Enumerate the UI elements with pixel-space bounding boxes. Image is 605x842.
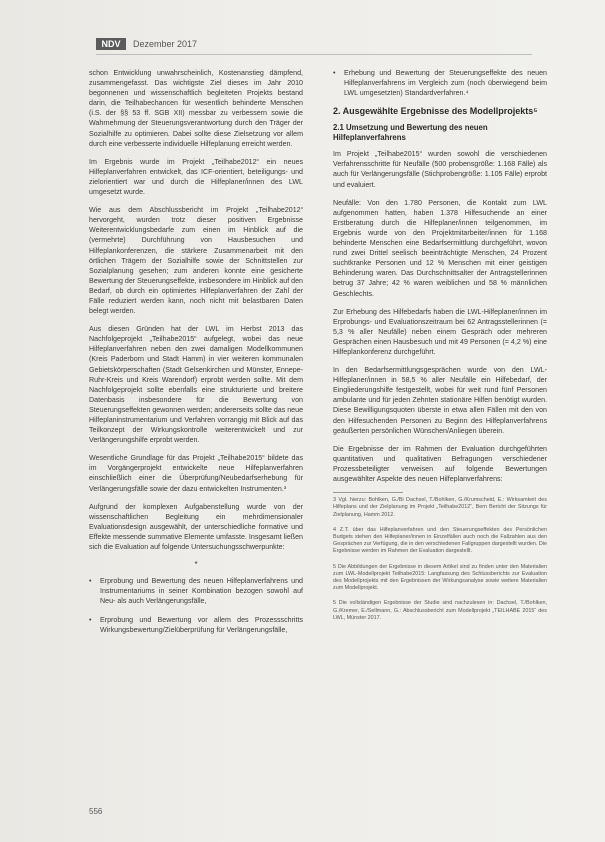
left-column: [89, 68, 303, 643]
list-item: [89, 615, 303, 635]
paragraph: Im Projekt „Teilhabe2015“ wurden sowohl die verschiedenen Verfahrensschritte für Neufälle (500 probensgröße: 1.168 Fälle) als auch für Verlängerungsfälle (Stichprobengröße: 1.105 Fälle) erprobt und evaluiert.: [333, 150, 547, 189]
paragraph: Aufgrund der komplexen Aufgabenstellung wurde von der wissenschaftlichen Begleitung ein mehrdimensionaler Evaluationsdesign ausgewählt, der unterschiedliche formative und Effekte messende summative Elemente umfasste. Insgesamt ließen sich die Evaluation auf folgende Untersuchungsschwerpunkte:: [89, 502, 303, 552]
bullet-icon: •: [333, 69, 336, 77]
right-column: [333, 68, 547, 630]
paragraph: In den Bedarfsermittlungsgesprächen wurde von den LWL-Hilfeplaner/innen in 58,5 % aller Neufälle ein Hilfebedarf, der Eingliederungshilfe festgestellt, wobei für weit rund fünf Personen ambulante und für jeden Zehnten stationäre Hilfen benötigt wurden. Diese Bewilligungsquoten überste in etwa allen Fällen mit den von den Hilfesuchenden Personen zu Beginn des Hilfeplanverfahrens geäußerten persönlichen Wünschen/Anliegen überein.: [333, 366, 547, 435]
footnote: 4 Z.T. über das Hilfeplanverfahren und den Steuerungseffekten des Persönlichen Budgets stehen den Hilfeplaner/innen in Einzelfällen auch noch die Fallzahlen aus den Gesprächen zur Verfügung, die in den verschiedenen Fallgruppen dargestellt wurden. Die Ergebnisse werden im Rahmen der Evaluation dargestellt.: [333, 526, 547, 555]
footnote: 5 Die Abbildungen der Ergebnisse in diesem Artikel sind zu finden unter den Materialien zum LWL-Modellprojekt Teilhabe2015: Langfassung des Schlussberichts zur Evaluation des Modellprojekts mit den Ergebnissen der Wirkungsanalyse sowie weitere Materialien zum Modellprojekt.: [333, 563, 547, 592]
paragraph: Zur Erhebung des Hilfebedarfs haben die LWL-Hilfeplaner/innen im Erprobungs- und Evaluationszeitraum bei 62 Antragsstellerinnen (= 5,3 % aller Neufälle) neben einem Gespräch oder mehreren Gesprächen einen Hausbesuch und mit 49 Personen (= 4,2 %) eine Hilfeplankonferenz durchgeführt.: [333, 307, 547, 356]
subsection-heading: 2.1 Umsetzung und Bewertung des neuen Hilfeplanverfahrens: [333, 123, 488, 143]
section-heading: 2. Ausgewählte Ergebnisse des Modellprojekts⁵: [333, 106, 538, 117]
paragraph: Im Ergebnis wurde im Projekt „Teilhabe2012“ ein neues Hilfeplanverfahren entwickelt, das ICF-orientiert, beteiligungs- und zielorientiert war und durch die Hilfeplaner/innen des LWL umgesetzt wurde.: [89, 157, 303, 197]
bullet-icon: •: [89, 615, 92, 624]
paragraph: Neufälle: Von den 1.780 Personen, die Kontakt zum LWL aufgenommen hatten, haben 1.378 Hilfesuchende an einer Erstberatung durch die Hilfeplaner/innen teilgenommen, im Ergebnis wurde von den Projektmitarbeiter/innen für 1.168 behinderte Menschen eine Bedarfsermittlung durchgeführt, wovon rund zwei Drittel seelisch beeinträchtigte Menschen, 24 Prozent suchtkranke Personen und 12 % Menschen mit einer geistigen Behinderung waren. Das Durchschnittsalter der Antragstellerinnen betrug 37 Jahre; 42 % waren weiblichen und 58 % männlichen Geschlechts.: [333, 198, 547, 298]
paragraph: Aus diesen Gründen hat der LWL im Herbst 2013 das Nachfolgeprojekt „Teilhabe2015“ aufgelegt, wobei das neue Hilfeplanverfahren neben den zwei damaligen Modellkommunen (Kreis Paderborn und Stadt Hamm) in vier weiteren kommunalen Gebietskörperschaften (Stadt Gelsenkirchen und Münster, Ennepe-Ruhr-Kreis und Kreis Warendorf) erprobt werden sollte. Mit dem Nachfolgeprojekt sollte ebenfalls eine strukturierte und breitere Datenbasis insbesondere für die Bewertung von Steuerungseffekten gewonnen werden; andererseits sollte das neue Hilfeplaninstrumentarium und Verfahren vorrangig mit Blick auf das Teilkonzept der Wirkungskontrolle weiterentwickelt und zur Verlängerungshilfe erprobt werden.: [89, 325, 304, 445]
paragraph: Wesentliche Grundlage für das Projekt „Teilhabe2015“ bildete das im Vorgängerprojekt entwickelte neue Hilfeplanverfahren einschließlich einer die Überprüfung/Neubedarfserhebung für Verlängerungsfälle sowie der dazu entwickelten Instrumenten.³: [89, 454, 303, 493]
list-item-text: Erprobung und Bewertung des neuen Hilfeplanverfahrens und Instrumentariums in seiner Kombination bezogen sowohl auf Neu- als auch Verlängerungsfälle,: [100, 577, 303, 606]
list-item: [333, 68, 547, 98]
list-item-text: Erprobung und Bewertung vor allem des Prozessschritts Wirkungsbewertung/Zielüberprüfung für Verlängerungsfälle,: [100, 615, 303, 634]
page-number: 556: [89, 807, 103, 816]
footnote: 3 Vgl. hierzu: Bohlken, G./Bi Dachsel, T./Bohlken, G./Krumscheid, E.: Wirksamkeit des Hilfeplans und der Zielplanung im Projekt „Teilhabe2012“, Bern Bericht der Sitzungs für Zielplanung, Hamm 2012.: [333, 497, 547, 518]
paragraph: Wie aus dem Abschlussbericht im Projekt „Teilhabe2012“ hervorgeht, wurden trotz dieser positiven Ergebnisse Weiterentwicklungsbedarfe zum einen im Hinblick auf die (vermehrte) Durchführung von Hausbesuchen und Hilfeplankonferenzen, die stärkere Zusammenarbeit mit den örtlichen Trägern der Sozialhilfe sowie der Schnittstellen zur Sozialplanung gesehen; zum anderen konnte eine gesicherte Bewertung der Steuerungseffekte, insbesondere im Hinblick auf den Bedarf, ob durch ein optimiertes Hilfeplanverfahren der Zahl der Fälle reduziert werden kann, noch nicht mit belastbaren Daten belegt werden.: [89, 206, 303, 316]
asterisk-mark: *: [194, 560, 198, 570]
bullet-list: [333, 68, 547, 98]
footnote: 5 Die vollständigen Ergebnisse der Studie sind nachzulesen in: Dachsel, T./Bohlken, G./Kremer, E./Sellmann, G.: Abschlussbericht zum Modellprojekt „TEILHABE 2015“ des LWL, Münster 2017.: [333, 600, 547, 621]
paragraph: schon Entwicklung unwahrscheinlich, Kostenanstieg dämpfend, zusammengefasst. Das wichtigste Ziel dieses im Jahr 2010 begonnenen und wissenschaftlich begleiteten Projekts bestand darin, die Teilhabechancen für wesentlich behinderte Menschen (i.S. der §§ 53 ff. SGB XII) messbar zu verbessern sowie die Wahrnehmung der Steuerungsverantwortung durch den Träger der Sozialhilfe zu optimieren. Dabei sollte diese Zielsetzung vor allem durch eine verbesserte individuelle Hilfeplanung erreicht werden.: [89, 69, 303, 148]
issue-date: Dezember 2017: [133, 39, 198, 49]
list-item-text: Erhebung und Bewertung der Steuerungseffekte des neuen Hilfeplanverfahrens im Vergleich zum (noch überwiegend beim LWL umgesetzten) Standardverfahren.⁴: [344, 69, 547, 98]
header-rule: [96, 54, 532, 55]
list-item: [89, 576, 303, 606]
bullet-icon: •: [89, 577, 92, 586]
journal-badge: NDV: [96, 38, 126, 50]
bullet-list: [89, 576, 303, 634]
paragraph: Die Ergebnisse der im Rahmen der Evaluation durchgeführten quantitativen und qualitativen Befragungen verschiedener Prozessbeteiligter verweisen auf folgende Bewertungen ausgewählter Aspekte des neuen Hilfeplanverfahrens:: [333, 444, 547, 483]
footnote-rule: [333, 492, 403, 493]
